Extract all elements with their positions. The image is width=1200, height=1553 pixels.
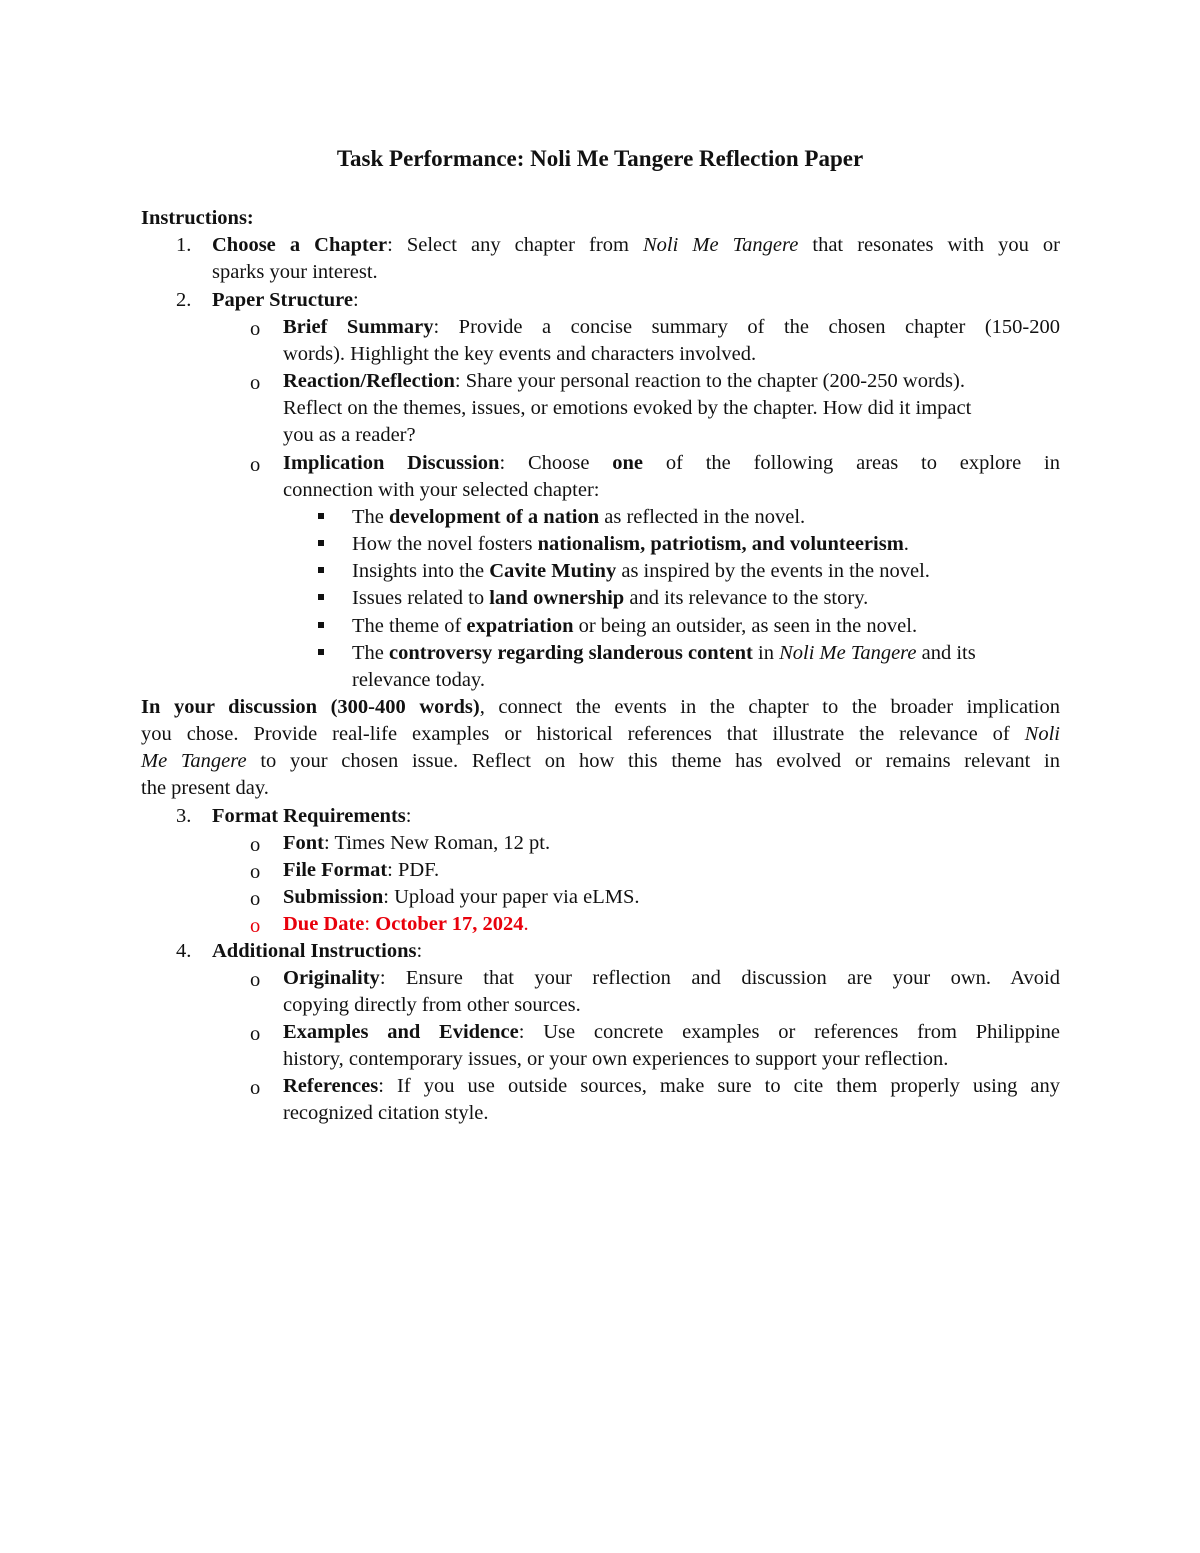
originality-line2: copying directly from other sources.	[283, 994, 581, 1016]
discussion-line2: you chose. Provide real-life examples or historical references that illustrate the relevance of Noli	[141, 723, 1060, 745]
bullet-o: o	[250, 915, 261, 937]
page-title: Task Performance: Noli Me Tangere Reflection Paper	[336, 146, 864, 171]
bullet-o: o	[250, 372, 261, 394]
square-bullet-icon	[318, 513, 324, 519]
square-bullet-icon	[318, 567, 324, 573]
reaction-line1: Reaction/Reflection: Share your personal reaction to the chapter (200-250 words).	[283, 370, 965, 392]
format-file: File Format: PDF.	[283, 859, 440, 881]
format-font: Font: Times New Roman, 12 pt.	[283, 832, 551, 854]
discussion-line4: the present day.	[141, 777, 269, 799]
list-number-1: 1.	[176, 234, 192, 256]
examples-line1: Examples and Evidence: Use concrete examples or references from Philippine	[283, 1021, 1060, 1043]
list-number-2: 2.	[176, 289, 192, 311]
bullet-o: o	[250, 454, 261, 476]
discussion-line3: Me Tangere to your chosen issue. Reflect on how this theme has evolved or remains relevant in	[141, 750, 1060, 772]
item1-line2: sparks your interest.	[212, 261, 378, 283]
references-line2: recognized citation style.	[283, 1102, 489, 1124]
implication-option-4: Issues related to land ownership and its relevance to the story.	[352, 587, 869, 609]
instructions-heading: Instructions:	[141, 207, 254, 229]
summary-line1: Brief Summary: Provide a concise summary of the chosen chapter (150-200	[283, 316, 1060, 338]
bullet-o: o	[250, 888, 261, 910]
implication-option-5: The theme of expatriation or being an outsider, as seen in the novel.	[352, 615, 918, 637]
item2-heading: Paper Structure:	[212, 289, 359, 311]
implication-option-3: Insights into the Cavite Mutiny as inspired by the events in the novel.	[352, 560, 930, 582]
examples-line2: history, contemporary issues, or your own experiences to support your reflection.	[283, 1048, 949, 1070]
implication-line2: connection with your selected chapter:	[283, 479, 600, 501]
bullet-o: o	[250, 1077, 261, 1099]
discussion-line1: In your discussion (300-400 words), connect the events in the chapter to the broader implication	[141, 696, 1060, 718]
bullet-o: o	[250, 1023, 261, 1045]
bullet-o: o	[250, 969, 261, 991]
item4-heading: Additional Instructions:	[212, 940, 423, 962]
list-number-3: 3.	[176, 805, 192, 827]
reaction-line3: you as a reader?	[283, 424, 416, 446]
square-bullet-icon	[318, 540, 324, 546]
summary-line2: words). Highlight the key events and characters involved.	[283, 343, 757, 365]
bullet-o: o	[250, 861, 261, 883]
list-number-4: 4.	[176, 940, 192, 962]
originality-line1: Originality: Ensure that your reflection and discussion are your own. Avoid	[283, 967, 1060, 989]
implication-option-1: The development of a nation as reflected in the novel.	[352, 506, 806, 528]
format-submission: Submission: Upload your paper via eLMS.	[283, 886, 640, 908]
implication-line1: Implication Discussion: Choose one of the following areas to explore in	[283, 452, 1060, 474]
bullet-o: o	[250, 834, 261, 856]
square-bullet-icon	[318, 649, 324, 655]
implication-option-2: How the novel fosters nationalism, patriotism, and volunteerism.	[352, 533, 909, 555]
bullet-o: o	[250, 318, 261, 340]
item3-heading: Format Requirements:	[212, 805, 412, 827]
reaction-line2: Reflect on the themes, issues, or emotions evoked by the chapter. How did it impact	[283, 397, 972, 419]
square-bullet-icon	[318, 622, 324, 628]
item1-line1: Choose a Chapter: Select any chapter from Noli Me Tangere that resonates with you or	[212, 234, 1060, 256]
implication-option-6: The controversy regarding slanderous content in Noli Me Tangere and its	[352, 642, 976, 664]
references-line1: References: If you use outside sources, make sure to cite them properly using any	[283, 1075, 1060, 1097]
square-bullet-icon	[318, 594, 324, 600]
implication-option-6-line2: relevance today.	[352, 669, 485, 691]
due-date: Due Date: October 17, 2024.	[283, 913, 529, 935]
